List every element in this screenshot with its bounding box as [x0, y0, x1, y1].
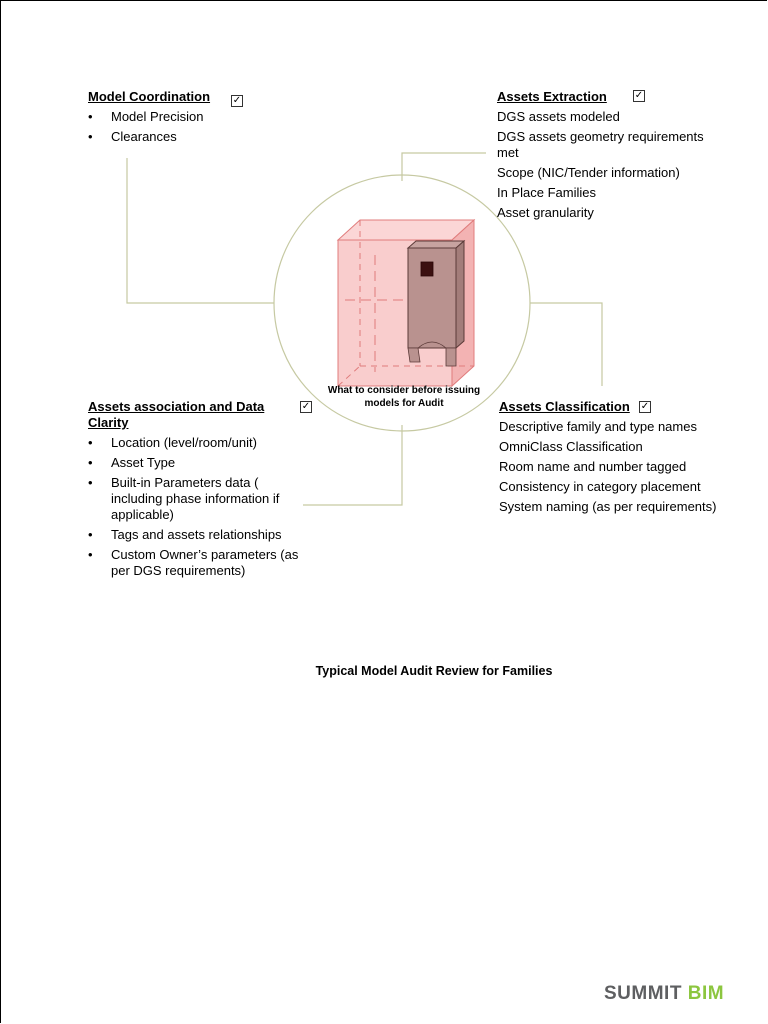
list-item: • Built-in Parameters data ( including phase information if applicable) — [88, 475, 303, 523]
list-item: Descriptive family and type names — [499, 419, 697, 434]
bounding-box-top — [338, 220, 474, 240]
heading-assets-extraction: Assets Extraction — [497, 89, 607, 104]
checkbox-model-coordination[interactable]: ✓ — [232, 95, 242, 106]
heading-model-coordination: Model Coordination — [88, 89, 211, 104]
cabinet-panel — [421, 262, 433, 276]
list-item: OmniClass Classification — [499, 439, 643, 454]
center-caption-line-2: models for Audit — [364, 398, 444, 409]
list-item: • Tags and assets relationships — [88, 527, 303, 543]
section-assets-classification — [499, 399, 724, 519]
figure-caption: Typical Model Audit Review for Families — [315, 664, 553, 678]
list-item: Asset granularity — [497, 205, 594, 220]
summit-bim-logo — [604, 983, 724, 1005]
connector-assets-association — [303, 425, 402, 505]
heading-assets-classification: Assets Classification — [499, 399, 630, 414]
section-model-coordination — [88, 89, 288, 149]
center-caption — [322, 384, 486, 410]
list-item: • Model Precision — [88, 109, 288, 125]
connector-assets-extraction — [402, 153, 486, 181]
list-item: • Asset Type — [88, 455, 303, 471]
section-assets-extraction — [497, 89, 712, 225]
checkbox-assets-extraction[interactable]: ✓ — [634, 90, 644, 101]
list-item: Scope (NIC/Tender information) — [497, 165, 680, 180]
checkbox-assets-association[interactable]: ✓ — [301, 401, 311, 412]
list-assets-classification — [499, 419, 724, 515]
cabinet-leg-right — [446, 348, 456, 366]
list-model-coordination — [88, 109, 288, 145]
center-caption-line-1: What to consider before issuing — [327, 385, 481, 396]
list-item: System naming (as per requirements) — [499, 499, 717, 514]
cabinet-leg-left — [408, 348, 420, 362]
connector-assets-classification — [530, 303, 602, 386]
list-item: • Clearances — [88, 129, 288, 145]
logo-main-text: SUMMIT — [604, 983, 688, 1004]
list-item: Room name and number tagged — [499, 459, 687, 474]
section-assets-association — [88, 399, 311, 583]
list-item: DGS assets geometry requirements met — [497, 129, 704, 160]
checkbox-assets-classification[interactable]: ✓ — [640, 401, 650, 412]
list-assets-extraction — [497, 109, 712, 221]
list-item: • Location (level/room/unit) — [88, 435, 303, 451]
cabinet-top — [408, 241, 464, 248]
list-assets-association — [88, 435, 303, 579]
list-item: In Place Families — [497, 185, 596, 200]
electrical-cabinet-illustration — [408, 241, 464, 366]
logo-accent-text: BIM — [687, 983, 725, 1004]
list-item: • Custom Owner’s parameters (as per DGS requirements) — [88, 547, 303, 579]
connector-model-coordination — [127, 158, 274, 303]
heading-assets-association: Assets association and Data Clarity — [88, 399, 265, 430]
list-item: DGS assets modeled — [497, 109, 620, 124]
list-item: Consistency in category placement — [499, 479, 701, 494]
cabinet-side — [456, 241, 464, 348]
